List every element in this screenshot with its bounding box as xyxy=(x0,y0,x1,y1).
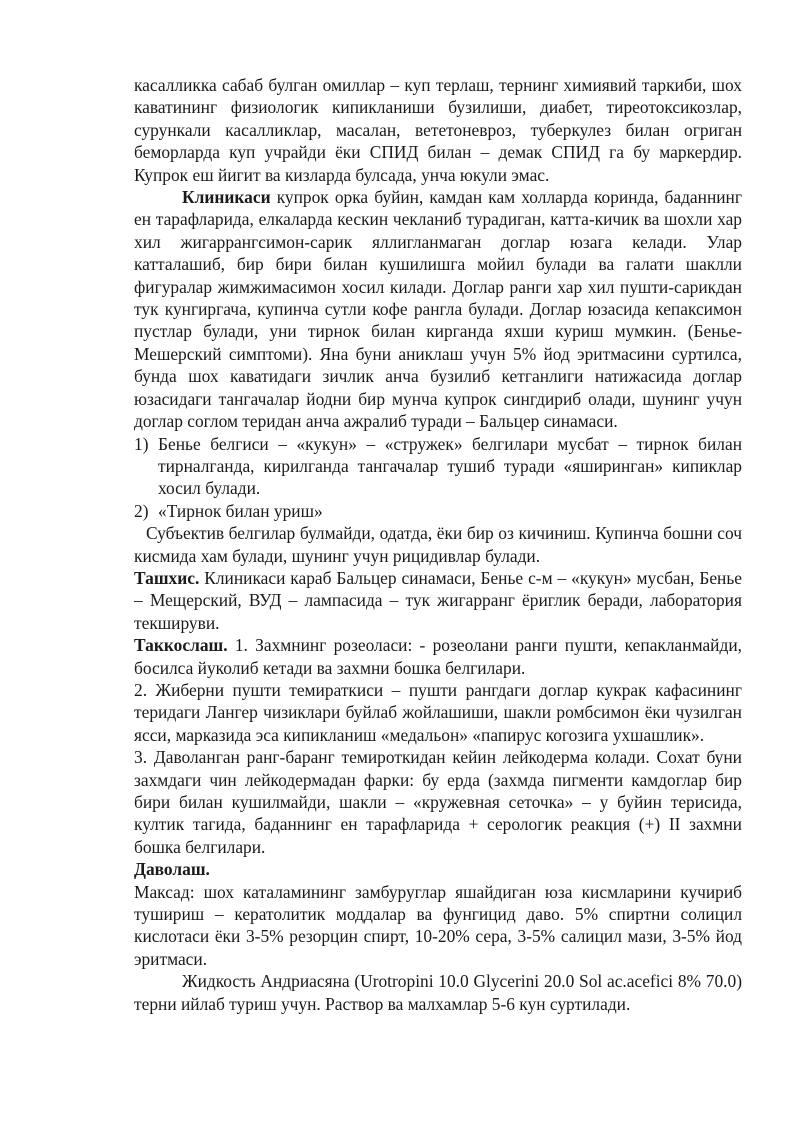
list-item-text: Бенье белгиси – «кукун» – «стружек» белгилари мусбат – тирнок билан тирналганда, кирилганда тангачалар тушиб туради «яширинган» кипиклар хосил булади. xyxy=(158,433,742,499)
paragraph-differential-2: 2. Жиберни пушти темираткиси – пушти рангдаги доглар кукрак кафасининг теридаги Лангер чизиклари буйлаб жойлашиши, шакли ромбсимон ёки чузилган ясси, марказида эса кипикланиш «медальон» «папирус когозига ухшашлик». xyxy=(134,679,742,745)
paragraph-treatment-liquid: Жидкость Андриасяна (Urotropini 10.0 Glycerini 20.0 Sol ac.acefici 8% 70.0) терни ийлаб туриш учун. Раствор ва малхамлар 5-6 кун суртилади. xyxy=(134,971,742,1014)
differential-heading: Таккослаш. xyxy=(134,635,228,656)
diagnosis-heading: Ташхис. xyxy=(134,567,200,588)
list-item-number: 2) xyxy=(134,500,149,521)
diagnosis-text: Клиникаси караб Бальцер синамаси, Бенье с-м – «кукун» мусбан, Бенье – Мещерский, ВУД – лампасида – тук жигарранг ёриглик беради, лаборатория текшируви. xyxy=(134,567,742,633)
paragraph-subjective: Субъектив белгилар булмайди, одатда, ёки бир оз кичиниш. Купинча бошни соч кисмида хам булади, шунинг учун рицидивлар булади. xyxy=(134,523,742,566)
list-item xyxy=(134,433,742,500)
paragraph-causes: касалликка сабаб булган омиллар – куп терлаш, тернинг химиявий таркиби, шох каватининг физиологик кипикланиши бузилиши, диабет, тиреотоксикозлар, сурункали касалликлар, масалан, вететоневроз, туберкулез билан огриган беморларда куп учрайди ёки СПИД билан – демак СПИД га бу маркердир. Купрок еш йигит ва кизларда булсада, унча юкули эмас. xyxy=(134,75,742,185)
signs-list xyxy=(134,433,742,523)
list-item-number: 1) xyxy=(134,433,149,454)
paragraph-clinic xyxy=(134,186,742,432)
differential-text: 1. Захмнинг розеоласи: - розеолани ранги пушти, кепакланмайди, босилса йуколиб кетади ва захмни бошка белгилари. xyxy=(134,635,742,678)
paragraph-treatment-goal: Максад: шох каталамининг замбуруглар яшайдиган юза кисмларини кучириб тушириш – кератолитик моддалар ва фунгицид даво. 5% спиртни солицил кислотаси ёки 3-5% резорцин спирт, 10-20% сера, 3-5% салицил мази, 3-5% йод эритмаси. xyxy=(134,881,742,969)
paragraph-diagnosis xyxy=(134,567,742,634)
clinic-heading: Клиникаси xyxy=(182,187,271,208)
paragraph-differential xyxy=(134,634,742,679)
document-page xyxy=(134,74,742,1015)
list-item xyxy=(134,500,742,522)
clinic-text: купрок орка буйин, камдан кам холларда коринда, баданнинг ен тарафларида, елкаларда кескин чекланиб турадиган, катта-кичик ва шохли хар хил жигаррангсимон-сарик яллигланмаган доглар юзага келади. Улар катталашиб, бир бири билан кушилишга мойил булади ва галати шаклли фигуралар жимжимасимон хосил килади. Доглар ранги хар хил пушти-сарикдан тук кунгиргача, купинча сутли кофе рангла булади. Доглар юзасида кепаксимон пустлар булади, уни тирнок билан кирганда яхши куриш мумкин. (Бенье-Мешерский симптоми). Яна буни аниклаш учун 5% йод эритмасини суртилса, бунда шох каватидаги зичлик анча бузилиб кетганлиги натижасида доглар юзасидаги тангачалар йодни бир мунча купрок сингдириб олади, шунинг учун доглар соглом теридан анча ажралиб туради – Бальцер синамаси. xyxy=(134,187,742,432)
treatment-heading: Даволаш. xyxy=(134,859,210,880)
list-item-text: «Тирнок билан уриш» xyxy=(158,500,323,521)
paragraph-differential-3: 3. Даволанган ранг-баранг темироткидан кейин лейкодерма колади. Сохат буни захмдаги чин лейкодермадан фарки: бу ерда (захмда пигменти камдоглар бир бири билан кушилмайди, шакли – «кружевная сеточка» – у буйин терисида, култик тагида, баданнинг ен тарафларида + серологик реакция (+) II захмни бошка белгилари. xyxy=(134,747,742,857)
